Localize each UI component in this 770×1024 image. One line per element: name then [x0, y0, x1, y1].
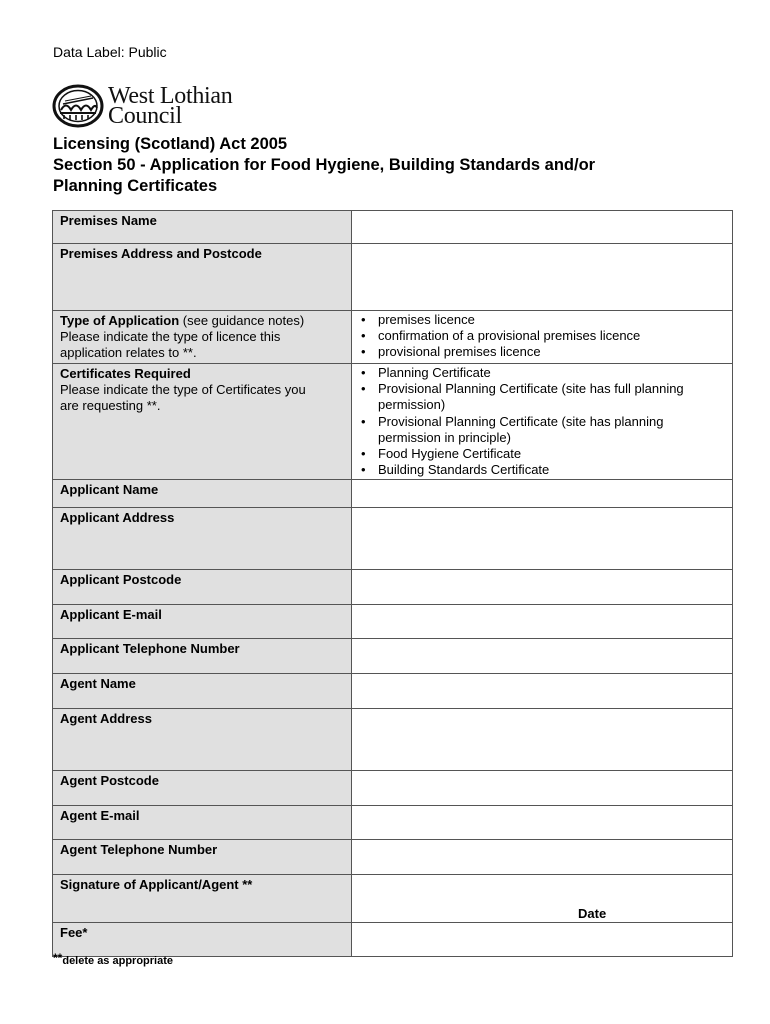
applicant-email-field[interactable]	[352, 605, 733, 639]
agent-telephone-field[interactable]	[352, 840, 733, 875]
council-logo	[52, 84, 232, 128]
type-of-application-label: Type of Application (see guidance notes) Please indicate the type of licence this application relates to **.	[53, 311, 352, 364]
agent-name-field[interactable]	[352, 674, 733, 709]
premises-address-field[interactable]	[352, 244, 733, 311]
data-label: Data Label: Public	[53, 44, 167, 60]
agent-email-field[interactable]	[352, 806, 733, 840]
applicant-name-label: Applicant Name	[53, 480, 352, 508]
applicant-postcode-label: Applicant Postcode	[53, 570, 352, 605]
signature-field[interactable]	[352, 875, 733, 923]
option-premises-licence[interactable]: • premises licence	[358, 312, 726, 328]
option-provisional-premises-licence[interactable]: • provisional premises licence	[358, 344, 726, 360]
application-form-table	[52, 210, 733, 957]
applicant-postcode-field[interactable]	[352, 570, 733, 605]
premises-address-label: Premises Address and Postcode	[53, 244, 352, 311]
type-of-application-options	[352, 311, 733, 364]
option-confirmation-provisional[interactable]: • confirmation of a provisional premises licence	[358, 328, 726, 344]
page-title	[53, 134, 753, 197]
fee-field[interactable]	[352, 923, 733, 957]
heading-line-2: Section 50 - Application for Food Hygiene, Building Standards and/or	[53, 156, 596, 174]
option-provisional-planning-principle[interactable]: • Provisional Planning Certificate (site has planning permission in principle)	[358, 414, 726, 446]
applicant-telephone-label: Applicant Telephone Number	[53, 639, 352, 674]
agent-address-label: Agent Address	[53, 709, 352, 771]
agent-email-label: Agent E-mail	[53, 806, 352, 840]
agent-address-field[interactable]	[352, 709, 733, 771]
signature-label: Signature of Applicant/Agent **	[53, 875, 352, 923]
agent-postcode-field[interactable]	[352, 771, 733, 806]
applicant-email-label: Applicant E-mail	[53, 605, 352, 639]
applicant-name-field[interactable]	[352, 480, 733, 508]
applicant-telephone-field[interactable]	[352, 639, 733, 674]
fee-label: Fee*	[53, 923, 352, 957]
heading-line-3: Planning Certificates	[53, 177, 218, 195]
footnote: **delete as appropriate	[53, 951, 173, 967]
applicant-address-field[interactable]	[352, 508, 733, 570]
option-food-hygiene-certificate[interactable]: • Food Hygiene Certificate	[358, 446, 726, 462]
agent-name-label: Agent Name	[53, 674, 352, 709]
logo-line-1: West Lothian	[108, 83, 233, 109]
date-label: Date	[578, 906, 607, 922]
premises-name-field[interactable]	[352, 211, 733, 244]
option-planning-certificate[interactable]: • Planning Certificate	[358, 365, 726, 381]
logo-line-2: Council	[108, 103, 182, 129]
applicant-address-label: Applicant Address	[53, 508, 352, 570]
option-building-standards-certificate[interactable]: • Building Standards Certificate	[358, 462, 726, 478]
certificates-required-options	[352, 364, 733, 480]
agent-postcode-label: Agent Postcode	[53, 771, 352, 806]
agent-telephone-label: Agent Telephone Number	[53, 840, 352, 875]
heading-line-1: Licensing (Scotland) Act 2005	[53, 135, 288, 153]
council-crest-icon	[52, 84, 104, 128]
certificates-required-label: Certificates Required Please indicate the type of Certificates you are requesting **.	[53, 364, 352, 480]
option-provisional-planning-full[interactable]: • Provisional Planning Certificate (site has full planning permission)	[358, 381, 726, 413]
premises-name-label: Premises Name	[53, 211, 352, 244]
